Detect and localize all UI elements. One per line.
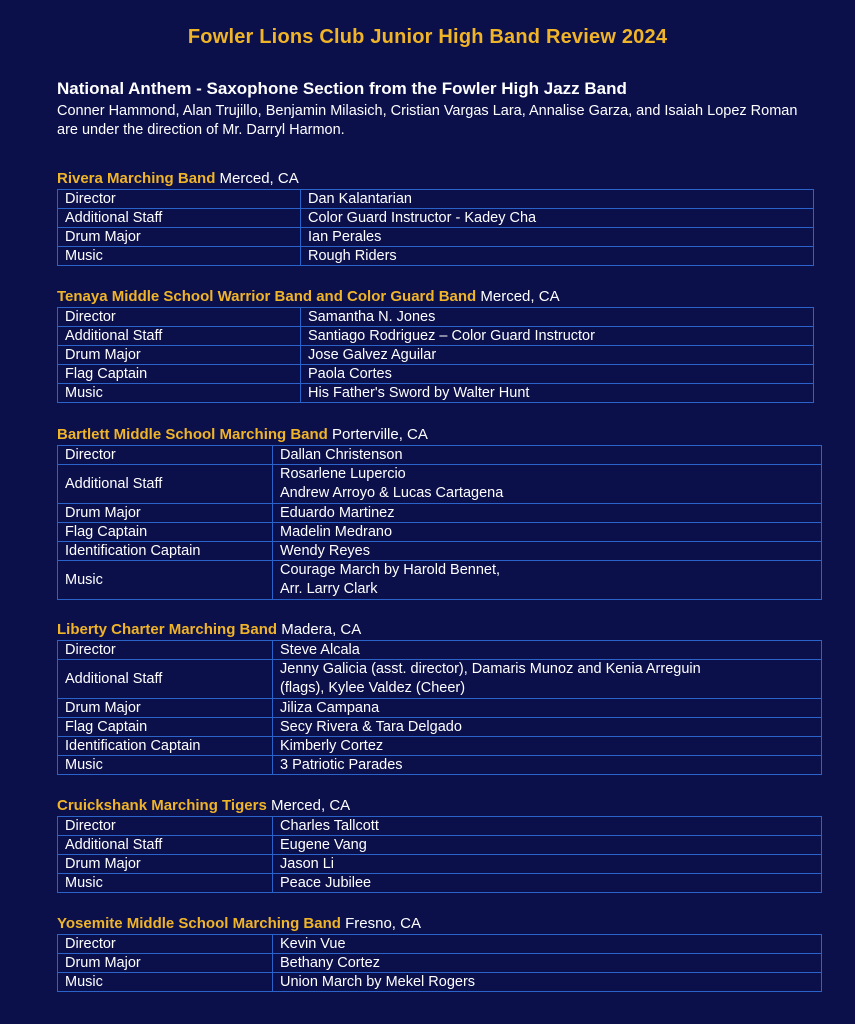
- row-value-line: (flags), Kylee Valdez (Cheer): [280, 680, 466, 696]
- row-value-line: Charles Tallcott: [280, 818, 379, 834]
- row-value: [301, 228, 814, 247]
- table-row: [58, 874, 822, 893]
- table-row: [58, 699, 822, 718]
- row-value-line: Rough Riders: [308, 248, 397, 264]
- table-row: [58, 384, 814, 403]
- band-location: Porterville, CA: [327, 426, 428, 443]
- anthem-section: [57, 78, 807, 140]
- band-section: [57, 288, 814, 403]
- band-heading: [57, 915, 822, 933]
- page-title: Fowler Lions Club Junior High Band Review 2024: [187, 26, 668, 48]
- row-value-line: Peace Jubilee: [280, 875, 372, 891]
- row-value: [301, 346, 814, 365]
- row-label: Additional Staff: [58, 836, 273, 855]
- row-value-line: Paola Cortes: [308, 366, 392, 382]
- anthem-text: Conner Hammond, Alan Trujillo, Benjamin Milasich, Cristian Vargas Lara, Annalise Garza, and Isaiah Lopez Roman are under the direction of Mr. Darryl Harmon.: [57, 103, 798, 138]
- row-value-line: Steve Alcala: [280, 642, 360, 658]
- row-label: Music: [58, 874, 273, 893]
- band-info-table: [57, 307, 814, 403]
- row-value-line: Ian Perales: [308, 229, 382, 245]
- row-value: [301, 209, 814, 228]
- table-row: [58, 718, 822, 737]
- row-value-line: Jason Li: [280, 856, 335, 872]
- row-label: Drum Major: [58, 699, 273, 718]
- row-label: Additional Staff: [58, 209, 301, 228]
- row-value-line: Madelin Medrano: [280, 524, 393, 540]
- band-heading: [57, 621, 822, 639]
- row-label: Flag Captain: [58, 365, 301, 384]
- row-label: Additional Staff: [58, 660, 273, 699]
- row-value-line: Rosarlene Lupercio: [280, 466, 406, 482]
- row-value: [273, 561, 822, 600]
- row-value-line: Eduardo Martinez: [280, 505, 395, 521]
- band-location: Merced, CA: [476, 288, 560, 305]
- table-row: [58, 641, 822, 660]
- row-label: Music: [58, 561, 273, 600]
- table-row: [58, 561, 822, 600]
- row-value-line: Wendy Reyes: [280, 543, 370, 559]
- band-heading: [57, 426, 822, 444]
- row-value-line: Color Guard Instructor - Kadey Cha: [308, 210, 537, 226]
- row-value-line: Secy Rivera & Tara Delgado: [280, 719, 462, 735]
- row-label: Identification Captain: [58, 737, 273, 756]
- row-label: Music: [58, 384, 301, 403]
- table-row: [58, 247, 814, 266]
- row-value: [273, 954, 822, 973]
- row-label: Music: [58, 756, 273, 775]
- row-label: Drum Major: [58, 504, 273, 523]
- table-row: [58, 465, 822, 504]
- row-value: [273, 836, 822, 855]
- band-name: Tenaya Middle School Warrior Band and Color Guard Band: [57, 288, 477, 305]
- row-label: Drum Major: [58, 228, 301, 247]
- row-value: [273, 756, 822, 775]
- band-info-table: [57, 189, 814, 266]
- table-row: [58, 542, 822, 561]
- band-section: [57, 915, 822, 992]
- row-label: Flag Captain: [58, 523, 273, 542]
- row-value-line: 3 Patriotic Parades: [280, 757, 403, 773]
- row-value: [301, 384, 814, 403]
- row-label: Director: [58, 817, 273, 836]
- table-row: [58, 446, 822, 465]
- row-value: [273, 855, 822, 874]
- band-location: Merced, CA: [266, 797, 351, 814]
- row-value: [273, 718, 822, 737]
- table-row: [58, 756, 822, 775]
- row-value-line: Andrew Arroyo & Lucas Cartagena: [280, 485, 504, 501]
- table-row: [58, 737, 822, 756]
- row-value-line: Jiliza Campana: [280, 700, 380, 716]
- row-value: [301, 327, 814, 346]
- row-label: Director: [58, 446, 273, 465]
- row-value: [301, 308, 814, 327]
- row-label: Drum Major: [58, 954, 273, 973]
- row-label: Flag Captain: [58, 718, 273, 737]
- band-info-table: [57, 934, 822, 992]
- table-row: [58, 308, 814, 327]
- row-value-line: Kimberly Cortez: [280, 738, 384, 754]
- table-row: [58, 504, 822, 523]
- band-heading: [57, 170, 814, 188]
- row-value-line: Jose Galvez Aguilar: [308, 347, 437, 363]
- anthem-heading: National Anthem - Saxophone Section from the Fowler High Jazz Band: [57, 79, 627, 98]
- table-row: [58, 954, 822, 973]
- table-row: [58, 855, 822, 874]
- table-row: [58, 365, 814, 384]
- row-value-line: His Father's Sword by Walter Hunt: [308, 385, 530, 401]
- row-value: [273, 446, 822, 465]
- band-name: Yosemite Middle School Marching Band: [57, 915, 341, 932]
- row-value-line: Dan Kalantarian: [308, 191, 412, 207]
- band-section: [57, 170, 814, 266]
- row-value: [273, 542, 822, 561]
- row-value-line: Jenny Galicia (asst. director), Damaris Munoz and Kenia Arreguin: [280, 661, 701, 677]
- row-value: [273, 504, 822, 523]
- table-row: [58, 817, 822, 836]
- row-value: [273, 660, 822, 699]
- row-value-line: Arr. Larry Clark: [280, 581, 378, 597]
- row-value: [273, 523, 822, 542]
- row-value: [301, 365, 814, 384]
- band-location: Madera, CA: [277, 621, 362, 638]
- row-value-line: Eugene Vang: [280, 837, 367, 853]
- row-label: Director: [58, 190, 301, 209]
- band-info-table: [57, 445, 822, 600]
- row-value-line: Kevin Vue: [280, 936, 346, 952]
- table-row: [58, 935, 822, 954]
- row-value: [273, 973, 822, 992]
- row-label: Director: [58, 641, 273, 660]
- row-label: Director: [58, 308, 301, 327]
- band-section: [57, 426, 822, 600]
- table-row: [58, 327, 814, 346]
- row-value: [273, 935, 822, 954]
- table-row: [58, 190, 814, 209]
- table-row: [58, 209, 814, 228]
- row-value: [273, 817, 822, 836]
- band-name: Rivera Marching Band: [57, 170, 216, 187]
- row-value-line: Union March by Mekel Rogers: [280, 974, 476, 990]
- row-label: Drum Major: [58, 855, 273, 874]
- row-value-line: Samantha N. Jones: [308, 309, 436, 325]
- band-section: [57, 621, 822, 775]
- band-heading: [57, 797, 822, 815]
- row-value: [301, 190, 814, 209]
- row-value-line: Santiago Rodriguez – Color Guard Instructor: [308, 328, 595, 344]
- table-row: [58, 973, 822, 992]
- row-label: Drum Major: [58, 346, 301, 365]
- band-info-table: [57, 816, 822, 893]
- row-label: Additional Staff: [58, 465, 273, 504]
- row-value: [301, 247, 814, 266]
- row-value: [273, 874, 822, 893]
- band-section: [57, 797, 822, 893]
- band-heading: [57, 288, 814, 306]
- row-value-line: Courage March by Harold Bennet,: [280, 562, 501, 578]
- row-value: [273, 699, 822, 718]
- band-info-table: [57, 640, 822, 775]
- table-row: [58, 660, 822, 699]
- table-row: [58, 523, 822, 542]
- row-value: [273, 465, 822, 504]
- row-value: [273, 641, 822, 660]
- row-label: Identification Captain: [58, 542, 273, 561]
- table-row: [58, 346, 814, 365]
- row-label: Additional Staff: [58, 327, 301, 346]
- band-name: Bartlett Middle School Marching Band: [57, 426, 328, 443]
- row-label: Director: [58, 935, 273, 954]
- band-name: Liberty Charter Marching Band: [57, 621, 278, 638]
- band-name: Cruickshank Marching Tigers: [57, 797, 267, 814]
- row-label: Music: [58, 247, 301, 266]
- band-location: Merced, CA: [215, 170, 299, 187]
- row-value-line: Dallan Christenson: [280, 447, 403, 463]
- row-value: [273, 737, 822, 756]
- row-value-line: Bethany Cortez: [280, 955, 380, 971]
- table-row: [58, 228, 814, 247]
- table-row: [58, 836, 822, 855]
- band-location: Fresno, CA: [340, 915, 421, 932]
- row-label: Music: [58, 973, 273, 992]
